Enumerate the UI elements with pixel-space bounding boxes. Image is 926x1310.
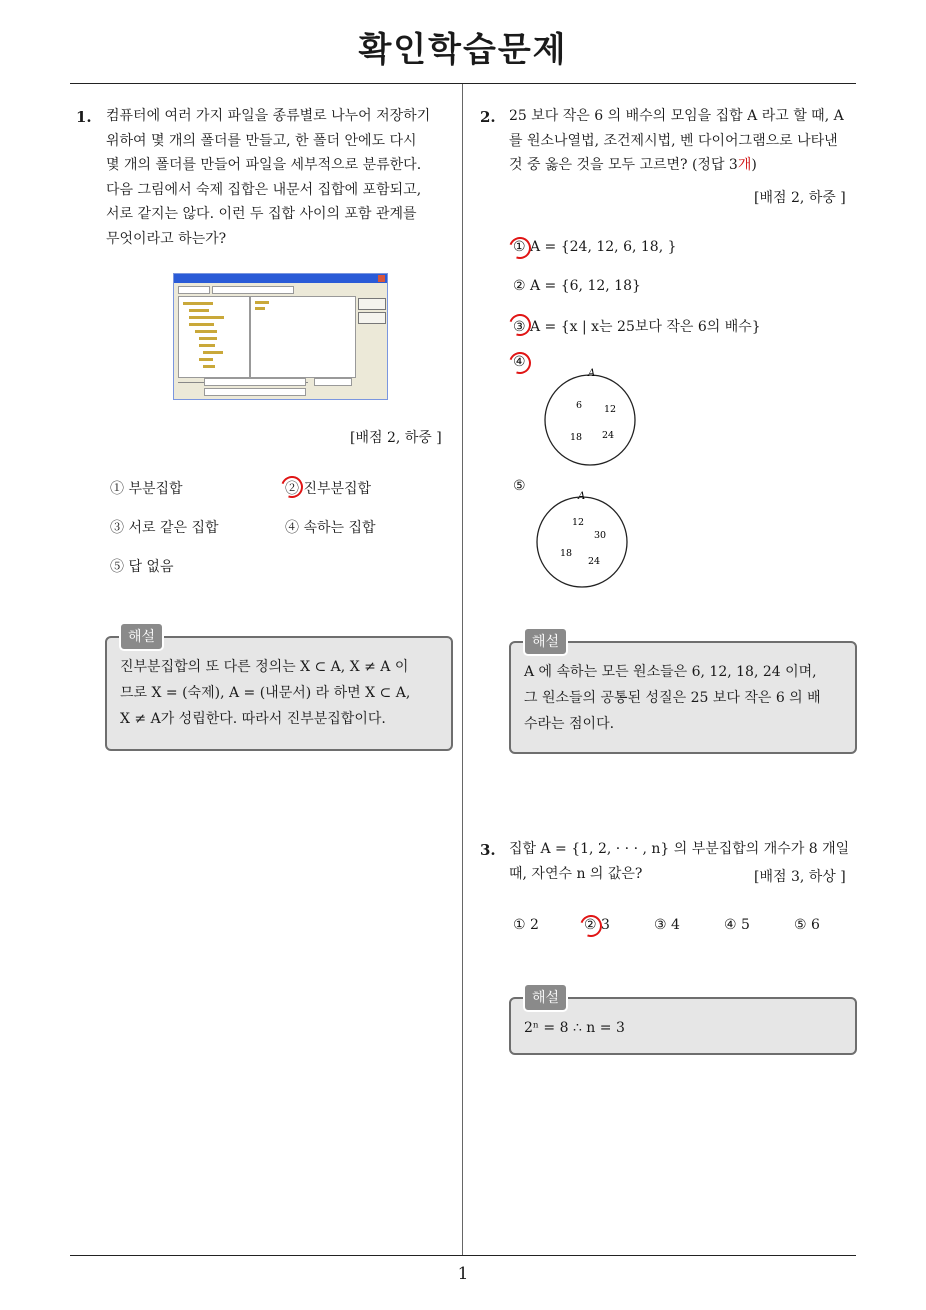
q3-option-2[interactable]: ② 3 [584,917,610,933]
q2-line: 것 중 옳은 것을 모두 고르면? (정답 3 [509,157,738,173]
q2-explanation-line: 수라는 점이다. [524,716,615,732]
q2-answer-count: 개 [737,157,752,173]
q2-line: 25 보다 작은 6 의 배수의 모임을 집합 A 라고 할 때, A [509,108,844,124]
q3-option-3[interactable]: ③ 4 [654,917,680,933]
q2-explanation-tag: 해설 [523,627,568,656]
q1-option-3[interactable]: ③ 서로 같은 집합 [110,520,219,536]
q2-number: 2. [480,108,496,126]
q3-line: 때, 자연수 n 의 값은? [509,865,643,882]
page-number: 1 [457,1264,469,1284]
q1-explanation-box [105,636,453,751]
q2-text [509,104,861,178]
q1-explanation-line: 므로 X = (숙제), A = (내문서) 라 하면 X ⊂ A, [120,685,411,701]
q3-option-5[interactable]: ⑤ 6 [794,917,820,933]
q1-option-1[interactable]: ① 부분집합 [110,481,183,497]
q3-explanation-tag: 해설 [523,983,568,1012]
q2-option-1[interactable]: ① A = {24, 12, 6, 18, } [513,239,677,255]
q1-line: 서로 같지는 않다. 이런 두 집합 사이의 포함 관계를 [106,206,417,222]
q1-option-2[interactable]: ② 진부분집합 [285,481,372,497]
q2-line: 를 원소나열법, 조건제시법, 벤 다이어그램으로 나타낸 [509,132,838,149]
q3-option-4[interactable]: ④ 5 [724,917,750,933]
answer-circle-mark [576,911,605,940]
folder-dialog-screenshot [173,273,388,400]
venn-diagram-option-4 [540,364,640,468]
venn4-element: 12 [604,404,617,415]
column-divider [462,84,463,1255]
q2-points: [배점 2, 하중 ] [754,190,846,206]
q2-line-3 [509,153,861,178]
venn5-label: A [578,491,586,502]
q3-explanation-line: 2ⁿ = 8 ∴ n = 3 [524,1020,625,1036]
venn5-element: 24 [588,556,601,567]
q3-option-1[interactable]: ① 2 [513,917,539,933]
answer-circle-mark [505,233,534,262]
q3-points: [배점 3, 하상 ] [754,869,846,885]
venn4-element: 18 [570,432,583,443]
venn5-element: 30 [594,530,607,541]
q2-option-3[interactable]: ③ A = {x | x는 25보다 작은 6의 배수} [513,319,761,335]
q3-number: 3. [480,841,496,859]
q2-option-5[interactable]: ⑤ [513,478,526,494]
venn4-element: 6 [576,400,583,411]
q1-line: 컴퓨터에 여러 가지 파일을 종류별로 나누어 저장하기 [106,108,431,124]
top-rule [70,83,856,84]
venn4-element: 24 [602,430,615,441]
venn-diagram-option-5 [530,488,634,590]
q1-explanation-tag: 해설 [119,622,164,651]
venn4-label: A [588,368,596,379]
q1-explanation-line: 진부분집합의 또 다른 정의는 X ⊂ A, X ≠ A 이 [120,659,409,675]
q1-number: 1. [76,108,92,126]
q1-line: 다음 그림에서 숙제 집합은 내문서 집합에 포함되고, [106,181,422,198]
page-title: 확인학습문제 [358,30,568,70]
bottom-rule [70,1255,856,1256]
q1-line: 위하여 몇 개의 폴더를 만들고, 한 폴더 안에도 다시 [106,132,417,149]
q2-option-4[interactable]: ④ [513,354,526,370]
answer-circle-mark [505,348,534,377]
q1-option-5[interactable]: ⑤ 답 없음 [110,559,174,575]
venn5-element: 12 [572,517,585,528]
q2-option-2[interactable]: ② A = {6, 12, 18} [513,278,641,294]
q2-explanation-box [509,641,857,754]
q1-text [106,104,458,251]
q3-line: 집합 A = {1, 2, · · · , n} 의 부분집합의 개수가 8 개일 [509,841,850,857]
q1-line: 무엇이라고 하는가? [106,230,227,247]
q2-explanation-line: A 에 속하는 모든 원소들은 6, 12, 18, 24 이며, [524,664,817,680]
q2-close-paren: ) [751,157,757,173]
q1-option-4[interactable]: ④ 속하는 집합 [285,520,376,536]
venn5-element: 18 [560,548,573,559]
q1-points: [배점 2, 하중 ] [350,430,442,446]
q1-explanation-line: X ≠ A가 성립한다. 따라서 진부분집합이다. [120,711,386,727]
q2-explanation-line: 그 원소들의 공통된 성질은 25 보다 작은 6 의 배 [524,690,821,706]
q1-line: 몇 개의 폴더를 만들어 파일을 세부적으로 분류한다. [106,157,422,173]
